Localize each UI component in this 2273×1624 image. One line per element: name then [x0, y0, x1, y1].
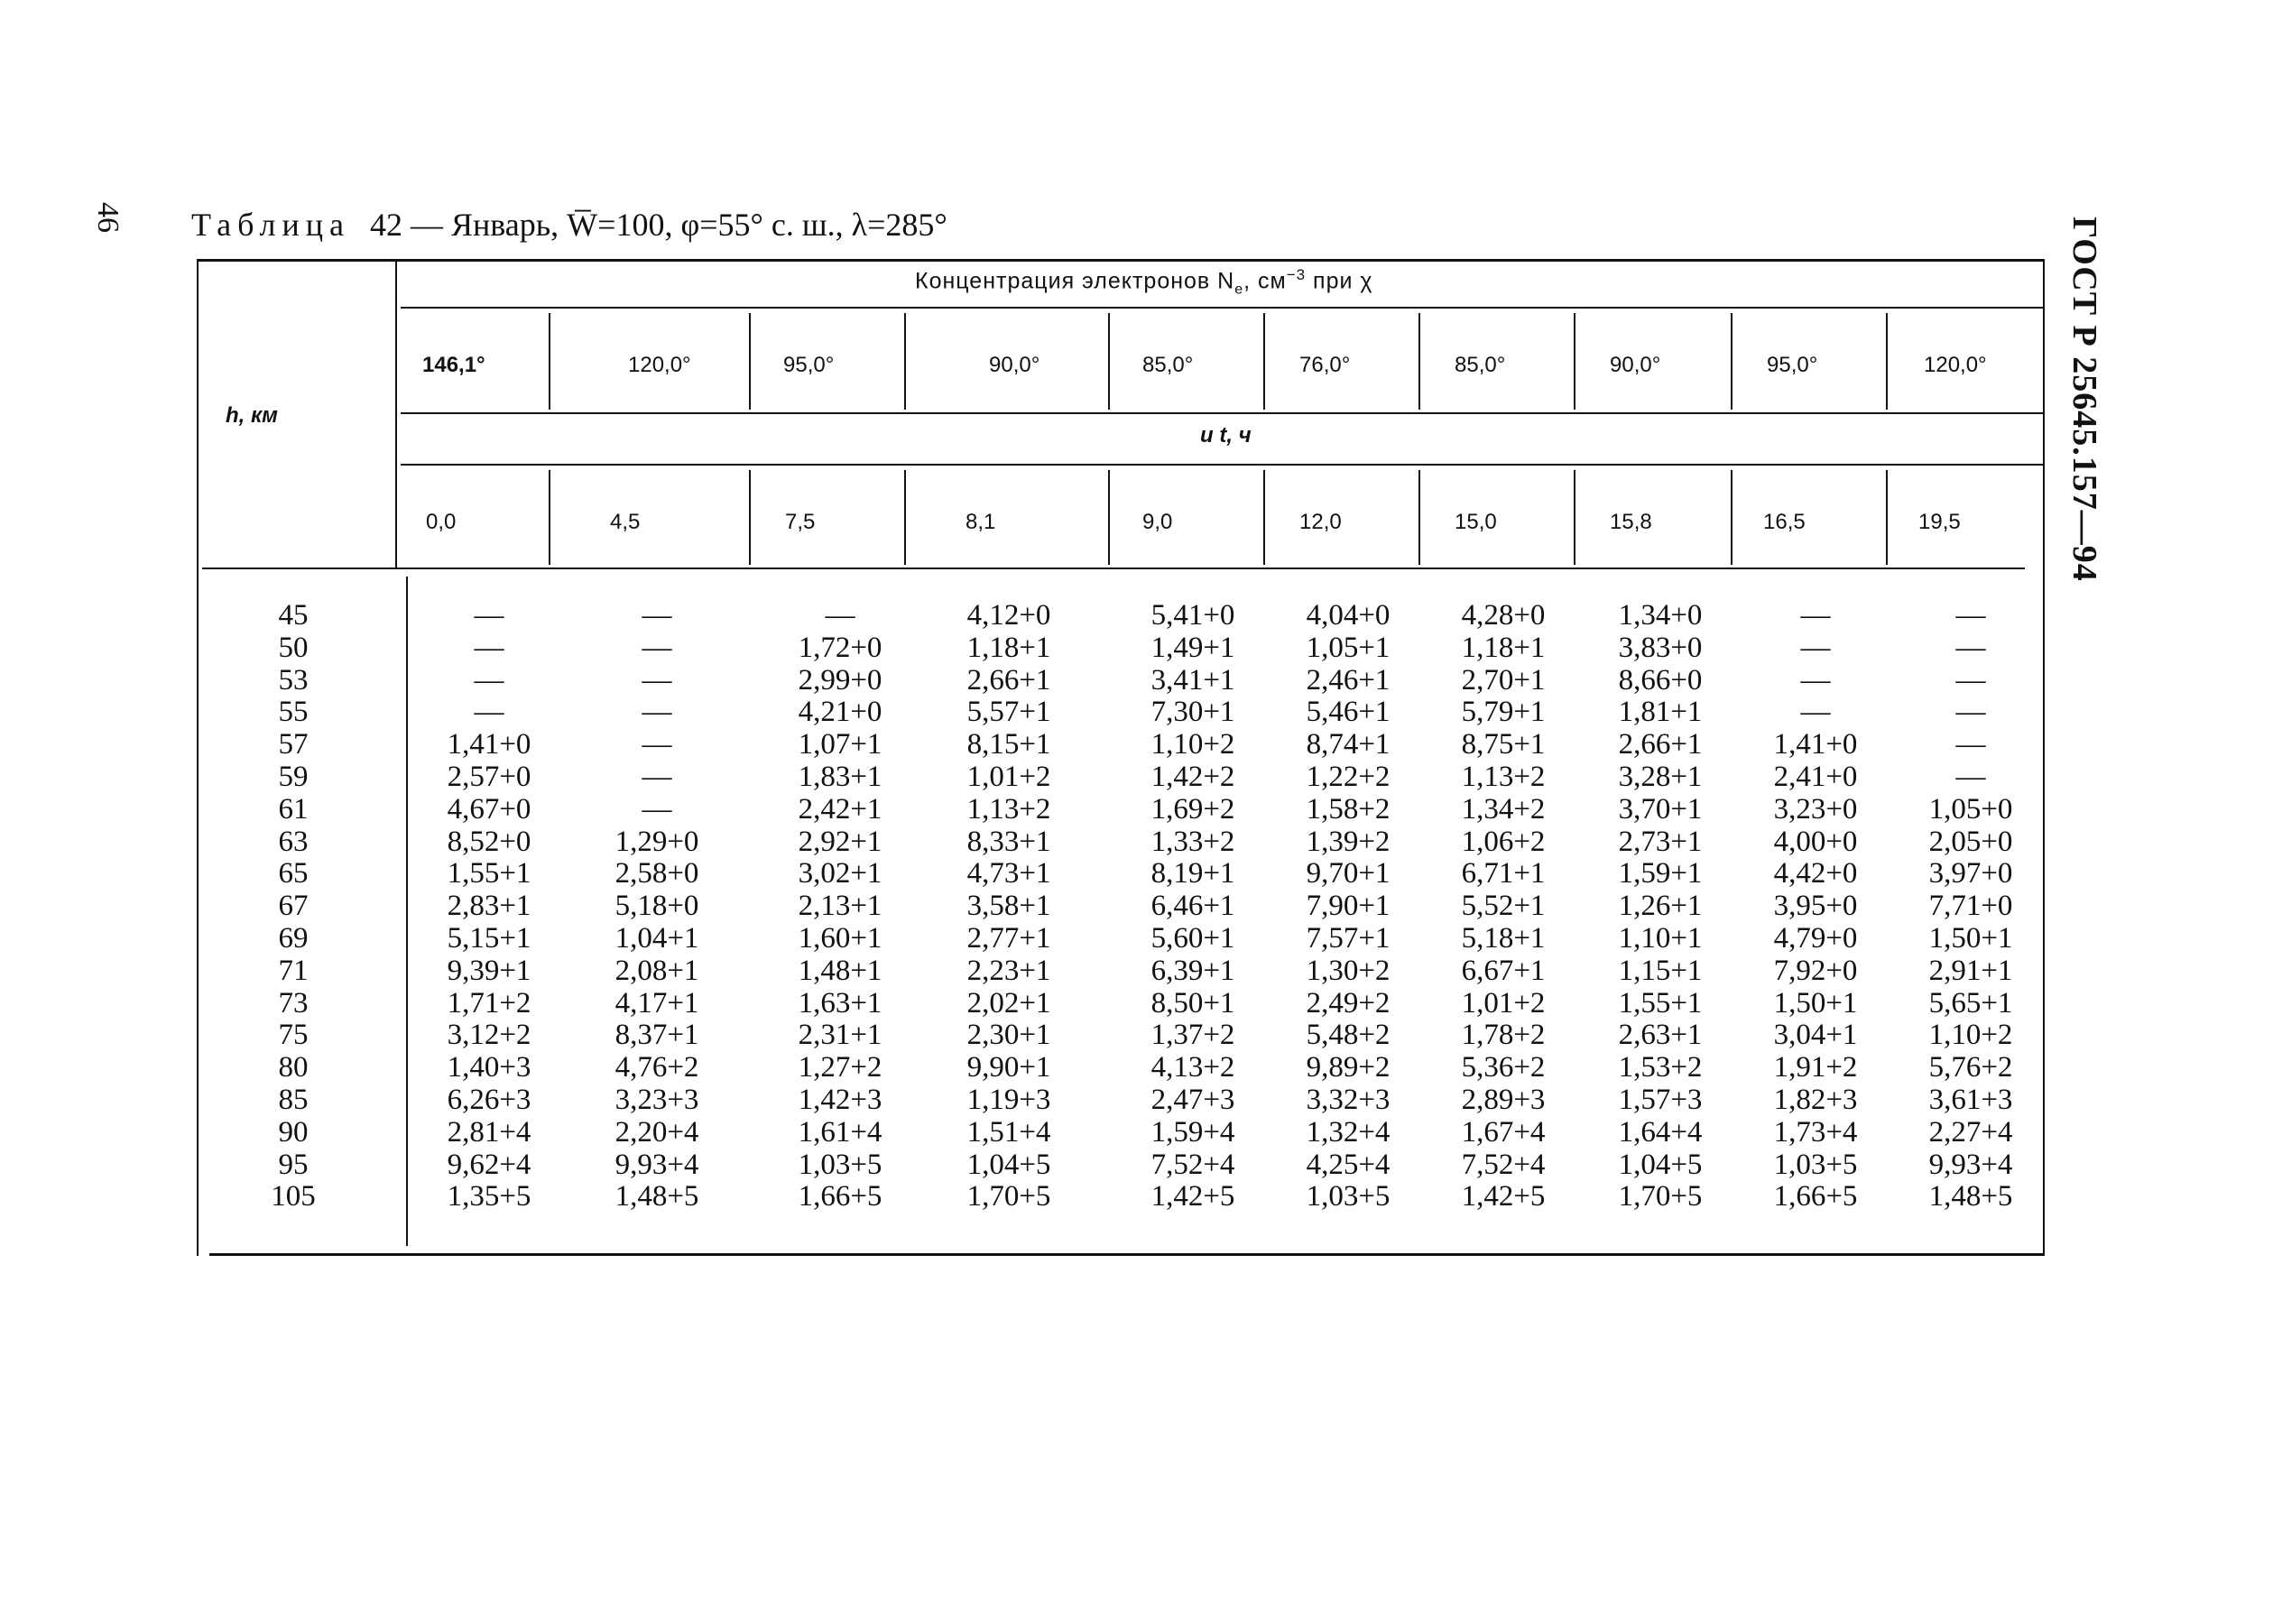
height-cell: 73	[278, 986, 309, 1020]
table-cell: —	[1955, 663, 1986, 697]
height-cell: 61	[278, 792, 309, 826]
table-cell: 1,69+2	[1150, 792, 1235, 826]
table-cell: —	[642, 728, 672, 761]
table-cell: 2,99+0	[798, 663, 882, 697]
table-cell: 6,26+3	[447, 1083, 531, 1116]
table-bottom-rule	[209, 1253, 2045, 1256]
table-cell: 5,36+2	[1461, 1051, 1546, 1084]
header-rule-3	[401, 464, 2045, 466]
table-cell: 1,10+1	[1618, 921, 1703, 955]
table-cell: 3,02+1	[798, 857, 882, 890]
header-bottom-rule	[202, 567, 2025, 569]
table-cell: 1,59+1	[1618, 857, 1703, 890]
table-cell: —	[1800, 663, 1831, 697]
t-value: 16,5	[1763, 510, 1806, 534]
table-cell: 1,67+4	[1461, 1115, 1546, 1149]
table-cell: 2,31+1	[798, 1019, 882, 1052]
table-cell: 3,23+3	[614, 1083, 699, 1116]
table-cell: 5,46+1	[1306, 696, 1391, 729]
table-cell: 1,32+4	[1306, 1115, 1391, 1149]
height-cell: 65	[278, 857, 309, 890]
chi-divider	[1108, 313, 1110, 410]
table-cell: 1,04+5	[966, 1148, 1051, 1181]
table-cell: 1,07+1	[798, 728, 882, 761]
table-cell: 7,52+4	[1461, 1148, 1546, 1181]
table-cell: 2,63+1	[1618, 1019, 1703, 1052]
table-cell: 6,67+1	[1461, 954, 1546, 987]
caption-label: Таблица	[191, 207, 350, 243]
table-cell: 8,74+1	[1306, 728, 1391, 761]
table-right-rule	[2043, 259, 2045, 1256]
table-cell: 2,66+1	[1618, 728, 1703, 761]
chi-divider	[1886, 313, 1888, 410]
table-cell: 2,92+1	[798, 825, 882, 858]
stub-divider-rule	[395, 259, 397, 567]
concentration-header-exp: −3	[1286, 266, 1307, 283]
table-cell: 7,90+1	[1306, 890, 1391, 923]
table-cell: 5,60+1	[1150, 921, 1235, 955]
table-cell: 2,42+1	[798, 792, 882, 826]
chi-value: 146,1°	[422, 353, 485, 377]
table-cell: 1,01+2	[1461, 986, 1546, 1020]
table-cell: 1,27+2	[798, 1051, 882, 1084]
table-cell: 1,03+5	[798, 1148, 882, 1181]
table-cell: 4,67+0	[447, 792, 531, 826]
table-cell: 1,29+0	[614, 825, 699, 858]
t-divider	[749, 470, 751, 565]
table-top-rule	[197, 259, 2045, 262]
page-number: 46	[91, 202, 125, 233]
table-cell: 1,55+1	[1618, 986, 1703, 1020]
t-divider	[1418, 470, 1420, 565]
chi-divider	[749, 313, 751, 410]
table-cell: 9,90+1	[966, 1051, 1051, 1084]
table-cell: 3,97+0	[1928, 857, 2013, 890]
table-cell: 4,76+2	[614, 1051, 699, 1084]
table-cell: 2,83+1	[447, 890, 531, 923]
t-divider	[549, 470, 550, 565]
table-cell: 2,08+1	[614, 954, 699, 987]
table-cell: 9,93+4	[1928, 1148, 2013, 1181]
chi-divider	[1263, 313, 1265, 410]
chi-value: 85,0°	[1455, 353, 1506, 377]
table-cell: 3,23+0	[1773, 792, 1858, 826]
chi-divider	[1418, 313, 1420, 410]
table-cell: 1,48+5	[614, 1180, 699, 1213]
table-cell: —	[1800, 631, 1831, 664]
table-cell: 1,78+2	[1461, 1019, 1546, 1052]
table-cell: 1,66+5	[798, 1180, 882, 1213]
t-divider	[1108, 470, 1110, 565]
table-cell: 2,49+2	[1306, 986, 1391, 1020]
table-cell: 1,83+1	[798, 760, 882, 793]
table-cell: 1,41+0	[447, 728, 531, 761]
table-cell: —	[474, 663, 504, 697]
table-cell: 9,70+1	[1306, 857, 1391, 890]
table-cell: 7,71+0	[1928, 890, 2013, 923]
height-cell: 50	[278, 631, 309, 664]
height-column	[244, 600, 343, 1213]
table-cell: —	[474, 599, 504, 632]
document-code: ГОСТ Р 25645.157—94	[2065, 217, 2103, 582]
table-cell: 3,28+1	[1618, 760, 1703, 793]
value-column	[1121, 600, 1265, 1213]
concentration-header-sub: e	[1234, 281, 1244, 298]
t-value: 0,0	[426, 510, 457, 534]
t-value: 15,8	[1610, 510, 1652, 534]
table-cell: 1,03+5	[1773, 1148, 1858, 1181]
table-cell: 9,89+2	[1306, 1051, 1391, 1084]
table-cell: —	[1955, 760, 1986, 793]
table-cell: 1,55+1	[447, 857, 531, 890]
table-cell: 5,76+2	[1928, 1051, 2013, 1084]
table-cell: 2,66+1	[966, 663, 1051, 697]
table-left-rule	[197, 259, 199, 1256]
header-rule-1	[401, 307, 2045, 309]
concentration-header-text: Концентрация электронов N	[915, 268, 1235, 294]
table-cell: 1,04+1	[614, 921, 699, 955]
table-cell: 8,33+1	[966, 825, 1051, 858]
table-cell: 1,30+2	[1306, 954, 1391, 987]
chi-value: 95,0°	[1767, 353, 1818, 377]
table-cell: 1,59+4	[1150, 1115, 1235, 1149]
table-cell: 1,18+1	[966, 631, 1051, 664]
table-cell: 2,81+4	[447, 1115, 531, 1149]
table-cell: 1,18+1	[1461, 631, 1546, 664]
value-column	[417, 600, 561, 1213]
chi-value: 90,0°	[1610, 353, 1661, 377]
height-cell: 71	[278, 954, 309, 987]
table-cell: 1,39+2	[1306, 825, 1391, 858]
table-cell: 4,28+0	[1461, 599, 1546, 632]
value-column	[1276, 600, 1420, 1213]
table-cell: 1,42+3	[798, 1083, 882, 1116]
table-cell: 4,79+0	[1773, 921, 1858, 955]
table-cell: 1,60+1	[798, 921, 882, 955]
table-cell: —	[642, 663, 672, 697]
table-cell: 5,15+1	[447, 921, 531, 955]
concentration-header	[915, 266, 1373, 298]
table-cell: 1,70+5	[1618, 1180, 1703, 1213]
height-cell: 53	[278, 663, 309, 697]
height-cell: 45	[278, 599, 309, 632]
table-cell: 1,33+2	[1150, 825, 1235, 858]
height-cell: 59	[278, 760, 309, 793]
table-cell: 9,62+4	[447, 1148, 531, 1181]
table-cell: 2,58+0	[614, 857, 699, 890]
value-column	[1588, 600, 1732, 1213]
table-cell: 4,00+0	[1773, 825, 1858, 858]
table-cell: 1,26+1	[1618, 890, 1703, 923]
t-divider	[904, 470, 906, 565]
height-cell: 85	[278, 1083, 309, 1116]
table-cell: 3,70+1	[1618, 792, 1703, 826]
table-cell: 1,01+2	[966, 760, 1051, 793]
table-cell: 7,92+0	[1773, 954, 1858, 987]
table-cell: 7,30+1	[1150, 696, 1235, 729]
table-cell: 2,89+3	[1461, 1083, 1546, 1116]
table-cell: 5,52+1	[1461, 890, 1546, 923]
table-cell: 8,15+1	[966, 728, 1051, 761]
table-cell: 1,04+5	[1618, 1148, 1703, 1181]
table-cell: 3,58+1	[966, 890, 1051, 923]
table-cell: 2,47+3	[1150, 1083, 1235, 1116]
table-cell: 1,22+2	[1306, 760, 1391, 793]
height-cell: 90	[278, 1115, 309, 1149]
table-cell: 1,13+2	[966, 792, 1051, 826]
table-cell: 4,04+0	[1306, 599, 1391, 632]
table-cell: 1,42+2	[1150, 760, 1235, 793]
table-cell: 9,39+1	[447, 954, 531, 987]
header-rule-2	[401, 412, 2045, 414]
table-cell: 2,41+0	[1773, 760, 1858, 793]
table-cell: 1,48+1	[798, 954, 882, 987]
table-cell: 2,77+1	[966, 921, 1051, 955]
t-value: 19,5	[1918, 510, 1961, 534]
table-cell: 4,21+0	[798, 696, 882, 729]
table-cell: —	[1955, 728, 1986, 761]
table-cell: 1,50+1	[1773, 986, 1858, 1020]
t-value: 4,5	[610, 510, 641, 534]
table-cell: 3,32+3	[1306, 1083, 1391, 1116]
t-value: 9,0	[1142, 510, 1173, 534]
table-cell: —	[474, 696, 504, 729]
table-cell: 1,58+2	[1306, 792, 1391, 826]
table-cell: 1,66+5	[1773, 1180, 1858, 1213]
chi-value: 85,0°	[1142, 353, 1194, 377]
table-cell: 1,82+3	[1773, 1083, 1858, 1116]
height-cell: 80	[278, 1051, 309, 1084]
table-cell: 5,41+0	[1150, 599, 1235, 632]
table-cell: 4,25+4	[1306, 1148, 1391, 1181]
chi-divider	[1574, 313, 1575, 410]
table-cell: 8,50+1	[1150, 986, 1235, 1020]
table-cell: 1,51+4	[966, 1115, 1051, 1149]
table-cell: 1,37+2	[1150, 1019, 1235, 1052]
t-value: 15,0	[1455, 510, 1497, 534]
table-cell: 1,70+5	[966, 1180, 1051, 1213]
height-cell: 55	[278, 696, 309, 729]
value-column	[1431, 600, 1575, 1213]
height-cell: 105	[271, 1180, 316, 1213]
concentration-header-unit: , см	[1243, 268, 1287, 294]
table-cell: 1,03+5	[1306, 1180, 1391, 1213]
table-caption	[191, 206, 947, 244]
table-cell: 4,73+1	[966, 857, 1051, 890]
concentration-header-tail: при χ	[1306, 268, 1373, 294]
table-cell: 1,50+1	[1928, 921, 2013, 955]
table-cell: 7,57+1	[1306, 921, 1391, 955]
table-cell: 1,42+5	[1461, 1180, 1546, 1213]
table-cell: 2,73+1	[1618, 825, 1703, 858]
value-column	[937, 600, 1081, 1213]
table-cell: 1,19+3	[966, 1083, 1051, 1116]
chi-value: 95,0°	[783, 353, 835, 377]
value-column	[1743, 600, 1888, 1213]
table-cell: —	[1955, 631, 1986, 664]
t-divider	[1886, 470, 1888, 565]
value-column	[585, 600, 729, 1213]
table-cell: 1,63+1	[798, 986, 882, 1020]
table-cell: 5,65+1	[1928, 986, 2013, 1020]
height-cell: 67	[278, 890, 309, 923]
table-cell: —	[1800, 696, 1831, 729]
table-cell: 2,05+0	[1928, 825, 2013, 858]
table-cell: 4,42+0	[1773, 857, 1858, 890]
table-cell: 1,91+2	[1773, 1051, 1858, 1084]
chi-divider	[549, 313, 550, 410]
table-cell: 2,20+4	[614, 1115, 699, 1149]
table-cell: 8,37+1	[614, 1019, 699, 1052]
row-header: h, км	[226, 403, 278, 428]
table-cell: 1,81+1	[1618, 696, 1703, 729]
table-cell: 2,23+1	[966, 954, 1051, 987]
table-cell: 8,75+1	[1461, 728, 1546, 761]
table-cell: 1,61+4	[798, 1115, 882, 1149]
body-divider-rule	[406, 577, 408, 1246]
table-cell: 1,53+2	[1618, 1051, 1703, 1084]
table-cell: 1,34+0	[1618, 599, 1703, 632]
table-cell: —	[1955, 696, 1986, 729]
table-cell: 5,79+1	[1461, 696, 1546, 729]
table-cell: 1,64+4	[1618, 1115, 1703, 1149]
chi-divider	[904, 313, 906, 410]
table-cell: 1,35+5	[447, 1180, 531, 1213]
chi-value: 76,0°	[1299, 353, 1351, 377]
height-cell: 75	[278, 1019, 309, 1052]
table-cell: 5,18+1	[1461, 921, 1546, 955]
t-value: 7,5	[785, 510, 816, 534]
table-cell: 1,42+5	[1150, 1180, 1235, 1213]
height-cell: 95	[278, 1148, 309, 1181]
table-cell: 6,39+1	[1150, 954, 1235, 987]
table-cell: 1,72+0	[798, 631, 882, 664]
table-cell: 1,57+3	[1618, 1083, 1703, 1116]
table-cell: 1,73+4	[1773, 1115, 1858, 1149]
table-cell: 1,05+1	[1306, 631, 1391, 664]
table-cell: —	[642, 599, 672, 632]
table-cell: —	[642, 792, 672, 826]
height-cell: 69	[278, 921, 309, 955]
table-cell: 2,02+1	[966, 986, 1051, 1020]
chi-value: 90,0°	[989, 353, 1040, 377]
table-cell: 2,13+1	[798, 890, 882, 923]
table-cell: 1,49+1	[1150, 631, 1235, 664]
table-cell: 7,52+4	[1150, 1148, 1235, 1181]
table-cell: 8,66+0	[1618, 663, 1703, 697]
table-cell: 2,27+4	[1928, 1115, 2013, 1149]
table-cell: 6,46+1	[1150, 890, 1235, 923]
table-cell: 9,93+4	[614, 1148, 699, 1181]
table-cell: 3,95+0	[1773, 890, 1858, 923]
value-column	[1899, 600, 2043, 1213]
table-cell: 4,13+2	[1150, 1051, 1235, 1084]
value-column	[768, 600, 912, 1213]
table-cell: 1,71+2	[447, 986, 531, 1020]
t-value: 8,1	[966, 510, 996, 534]
table-cell: —	[825, 599, 855, 632]
table-cell: 1,41+0	[1773, 728, 1858, 761]
table-cell: 1,06+2	[1461, 825, 1546, 858]
table-cell: 5,48+2	[1306, 1019, 1391, 1052]
chi-divider	[1731, 313, 1732, 410]
caption-text: 42 — Январь, W̅=100, φ=55° с. ш., λ=285°	[369, 207, 947, 243]
chi-value: 120,0°	[1924, 353, 1987, 377]
table-cell: —	[1800, 599, 1831, 632]
height-cell: 57	[278, 728, 309, 761]
table-cell: 4,12+0	[966, 599, 1051, 632]
t-divider	[1263, 470, 1265, 565]
table-cell: 2,46+1	[1306, 663, 1391, 697]
chi-value: 120,0°	[628, 353, 691, 377]
table-cell: 1,48+5	[1928, 1180, 2013, 1213]
table-cell: 8,19+1	[1150, 857, 1235, 890]
table-cell: 3,61+3	[1928, 1083, 2013, 1116]
table-cell: 1,10+2	[1150, 728, 1235, 761]
table-cell: 1,34+2	[1461, 792, 1546, 826]
table-cell: —	[642, 760, 672, 793]
table-cell: 1,13+2	[1461, 760, 1546, 793]
table-cell: —	[642, 631, 672, 664]
height-cell: 63	[278, 825, 309, 858]
table-cell: 1,05+0	[1928, 792, 2013, 826]
table-cell: 1,15+1	[1618, 954, 1703, 987]
t-divider	[1731, 470, 1732, 565]
table-cell: 2,57+0	[447, 760, 531, 793]
table-cell: 3,04+1	[1773, 1019, 1858, 1052]
table-cell: 3,83+0	[1618, 631, 1703, 664]
table-cell: —	[474, 631, 504, 664]
table-cell: 3,12+2	[447, 1019, 531, 1052]
table-cell: 4,17+1	[614, 986, 699, 1020]
table-cell: 1,10+2	[1928, 1019, 2013, 1052]
table-cell: —	[642, 696, 672, 729]
table-cell: —	[1955, 599, 1986, 632]
table-cell: 6,71+1	[1461, 857, 1546, 890]
table-cell: 2,91+1	[1928, 954, 2013, 987]
table-cell: 2,70+1	[1461, 663, 1546, 697]
table-cell: 1,40+3	[447, 1051, 531, 1084]
time-header: и t, ч	[1200, 423, 1252, 448]
t-divider	[1574, 470, 1575, 565]
table-cell: 5,57+1	[966, 696, 1051, 729]
table-cell: 5,18+0	[614, 890, 699, 923]
table-cell: 3,41+1	[1150, 663, 1235, 697]
t-value: 12,0	[1299, 510, 1342, 534]
table-cell: 2,30+1	[966, 1019, 1051, 1052]
table-cell: 8,52+0	[447, 825, 531, 858]
